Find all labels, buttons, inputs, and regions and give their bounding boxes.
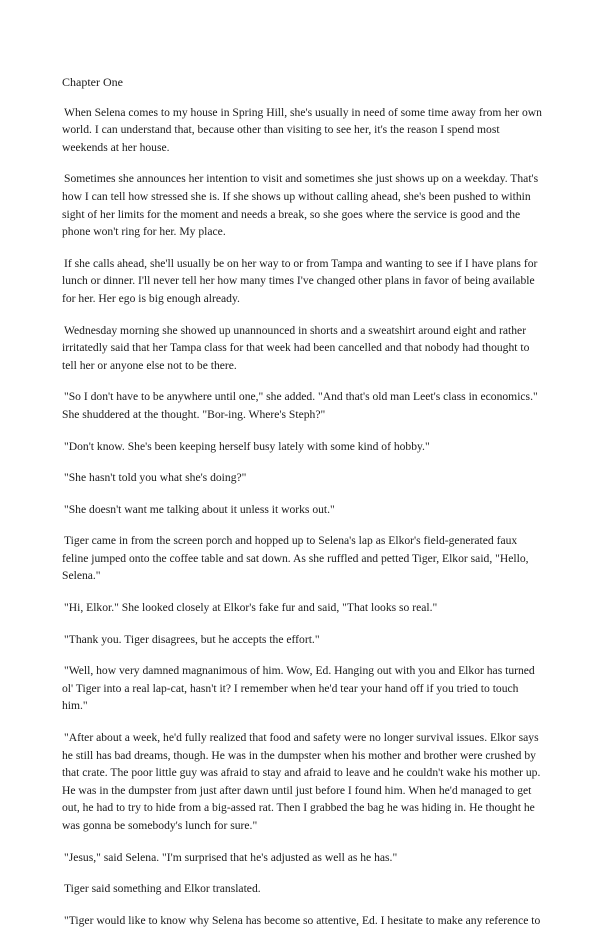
paragraph-10: "Hi, Elkor." She looked closely at Elkor's fake fur and said, "That looks so real." <box>64 601 438 615</box>
paragraph-2: Sometimes she announces her intention to visit and sometimes she just shows up on a weekday. That's how I can tell how stressed she is. If she shows up without calling ahead, she's been pushed to within sight of her limits for the moment and needs a break, so she goes where the service is good and the phone won't ring for her. My place. <box>62 172 539 239</box>
paragraph-5: "So I don't have to be anywhere until one," she added. "And that's old man Leet's class in economics." She shuddered at the thought. "Bor-ing. Where's Steph?" <box>62 390 538 421</box>
paragraph-6: "Don't know. She's been keeping herself busy lately with some kind of hobby." <box>64 439 430 453</box>
paragraph-16: "Tiger would like to know why Selena has become so attentive, Ed. I hesitate to make any reference to <box>64 913 541 927</box>
paragraph-9: Tiger came in from the screen porch and hopped up to Selena's lap as Elkor's field-generated faux feline jumped onto the coffee table and sat down. As she ruffled and petted Tiger, Elkor said, "Hello, Selena." <box>62 534 529 583</box>
paragraph-3: If she calls ahead, she'll usually be on her way to or from Tampa and wanting to see if I have plans for lunch or dinner. I'll never tell her how many times I've changed other plans in favor of being available for her. Her ego is big enough already. <box>62 256 538 305</box>
paragraph-4: Wednesday morning she showed up unannounced in shorts and a sweatshirt around eight and rather irritatedly said that her Tampa class for that week had been cancelled and that nobody had thought to tell her or anyone else not to be there. <box>62 323 530 372</box>
paragraph-13: "After about a week, he'd fully realized that food and safety were no longer survival issues. Elkor says he still has bad dreams, though. He was in the dumpster when his mother and brother were crushed by that crate. The poor little guy was afraid to stay and afraid to leave and he couldn't wake his mother up. He was in the dumpster from just after dawn until just before I found him. When he'd managed to get out, he had to try to hide from a big-assed rat. Then I grabbed the bag he was hiding in. He thought he was gonna be somebody's lunch for sure." <box>62 731 541 832</box>
paragraph-15: Tiger said something and Elkor translated. <box>64 882 261 896</box>
paragraph-14: "Jesus," said Selena. "I'm surprised that he's adjusted as well as he has." <box>64 850 398 864</box>
paragraph-1: When Selena comes to my house in Spring Hill, she's usually in need of some time away from her own world. I can understand that, because other than visiting to see her, it's the reason I spend most weekends at her house. <box>62 105 542 154</box>
paragraph-12: "Well, how very damned magnanimous of him. Wow, Ed. Hanging out with you and Elkor has turned ol' Tiger into a real lap-cat, hasn't it? I remember when he'd tear your hand off if you tried to touch him." <box>62 664 535 713</box>
paragraph-7: "She hasn't told you what she's doing?" <box>64 471 247 485</box>
chapter-title: Chapter One <box>62 75 123 89</box>
paragraph-11: "Thank you. Tiger disagrees, but he accepts the effort." <box>64 632 320 646</box>
paragraph-8: "She doesn't want me talking about it unless it works out." <box>64 502 335 516</box>
